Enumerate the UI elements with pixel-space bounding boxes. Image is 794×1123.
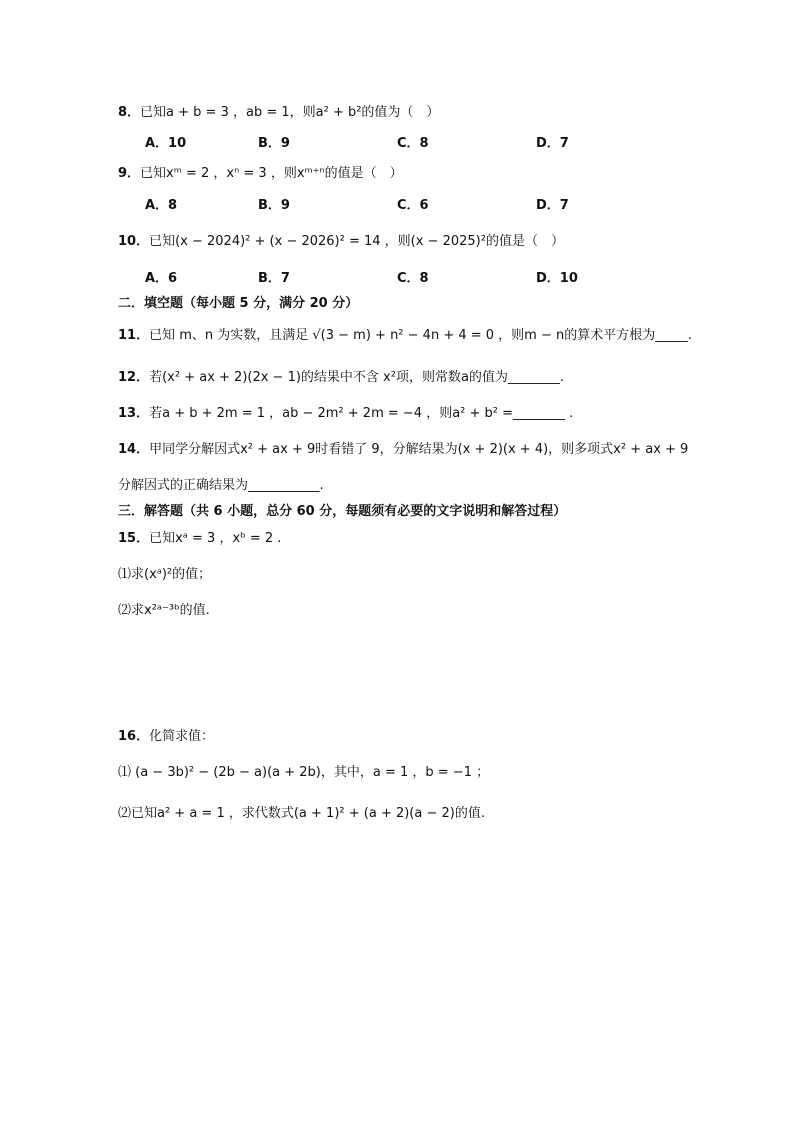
- option-d: D．10: [536, 271, 578, 286]
- question-text: 已知xᵐ = 2 ，xⁿ = 3 ，则xᵐ⁺ⁿ的值是（ ）: [140, 166, 403, 181]
- question-number: 11．: [118, 328, 150, 343]
- question-text: 已知a + b = 3 ，ab = 1，则a² + b²的值为（ ）: [140, 105, 440, 120]
- question-9: [118, 165, 403, 183]
- section-heading-solve: 三．解答题（共 6 小题，总分 60 分，每题须有必要的文字说明和解答过程）: [118, 504, 567, 519]
- option-b: B．9: [258, 198, 290, 213]
- option-d: D．7: [536, 136, 569, 151]
- question-16-part-1: ⑴ (a − 3b)² − (2b − a)(a + 2b)，其中，a = 1 ，b = −1 ；: [118, 765, 490, 780]
- option-a: A．6: [145, 271, 178, 286]
- question-number: 15．: [118, 531, 150, 546]
- question-16: [118, 728, 214, 746]
- question-text: 化简求值：: [149, 729, 215, 744]
- question-11: [118, 327, 692, 345]
- question-12: [118, 369, 564, 387]
- question-10: [118, 233, 564, 251]
- question-text: 若(x² + ax + 2)(2x − 1)的结果中不含 x²项，则常数a的值为________.: [149, 370, 565, 385]
- question-14: [118, 441, 688, 459]
- question-15: [118, 530, 281, 548]
- question-number: 9．: [118, 166, 141, 181]
- question-text: 甲同学分解因式x² + ax + 9时看错了 9，分解结果为(x + 2)(x + 4)，则多项式x² + ax + 9: [149, 442, 689, 457]
- question-15-part-2: ⑵求x²ᵃ⁻³ᵇ的值.: [118, 603, 210, 618]
- option-d: D．7: [536, 198, 569, 213]
- question-15-part-1: ⑴求(xᵃ)²的值；: [118, 567, 212, 582]
- option-c: C．6: [397, 198, 429, 213]
- question-number: 10．: [118, 234, 150, 249]
- question-16-part-2: ⑵已知a² + a = 1 ，求代数式(a + 1)² + (a + 2)(a − 2)的值.: [118, 806, 485, 821]
- question-13: [118, 405, 573, 423]
- question-number: 12．: [118, 370, 150, 385]
- question-8: [118, 104, 439, 122]
- option-a: A．8: [145, 198, 178, 213]
- option-b: B．7: [258, 271, 290, 286]
- question-number: 13．: [118, 406, 150, 421]
- option-c: C．8: [397, 136, 429, 151]
- question-text: 已知 m、n 为实数，且满足 √(3 − m) + n² − 4n + 4 = 0 ，则m − n的算术平方根为_____.: [149, 328, 692, 343]
- question-number: 14．: [118, 442, 150, 457]
- option-c: C．8: [397, 271, 429, 286]
- question-number: 8．: [118, 105, 141, 120]
- question-14-continued: 分解因式的正确结果为___________.: [118, 478, 324, 493]
- question-number: 16．: [118, 729, 150, 744]
- option-b: B．9: [258, 136, 290, 151]
- option-a: A．10: [145, 136, 187, 151]
- question-text: 若a + b + 2m = 1 ，ab − 2m² + 2m = −4 ，则a² + b² =________ .: [149, 406, 574, 421]
- question-text: 已知xᵃ = 3 ，xᵇ = 2 .: [149, 531, 282, 546]
- question-text: 已知(x − 2024)² + (x − 2026)² = 14 ，则(x − 2025)²的值是（ ）: [149, 234, 564, 249]
- section-heading-fill-in: 二．填空题（每小题 5 分，满分 20 分）: [118, 296, 359, 311]
